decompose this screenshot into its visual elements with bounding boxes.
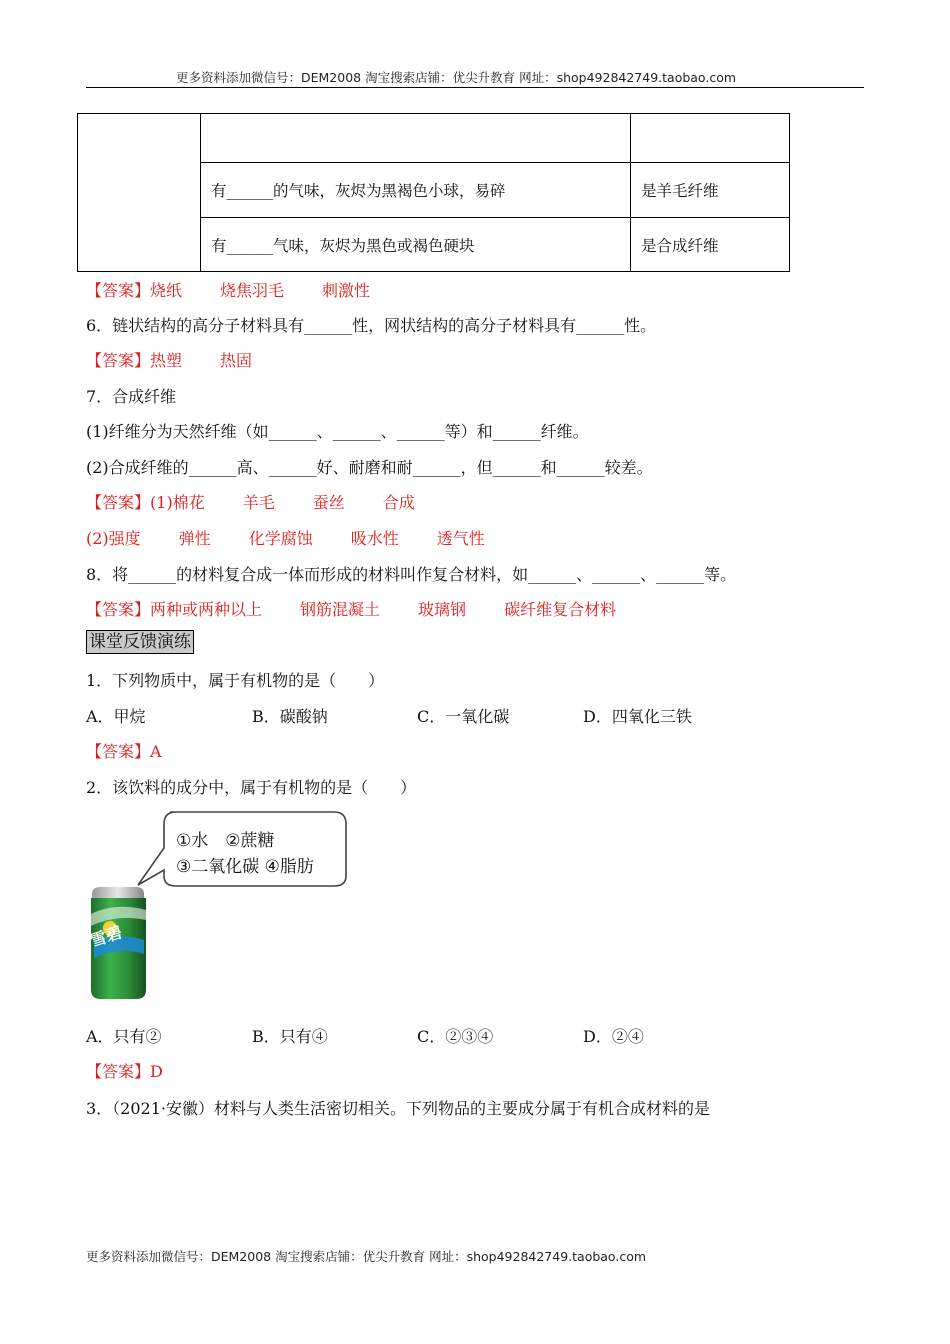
- answer-value: A: [150, 742, 162, 761]
- page-footer: 更多资料添加微信号：DEM2008 淘宝搜索店铺：优尖升教育 网址：shop492842749.taobao.com: [86, 1249, 647, 1264]
- practice-1-option-a: A．甲烷: [86, 707, 146, 726]
- can-brand-label: 雪碧: [88, 922, 125, 951]
- table-cell-result: 是合成纤维: [631, 218, 790, 272]
- answer-item: 玻璃钢: [418, 600, 467, 619]
- answer-label: 【答案】: [86, 281, 151, 300]
- answer-item: 透气性: [436, 529, 485, 548]
- practice-2-option-d: D．②④: [583, 1027, 644, 1046]
- bubble-line-1: ①水 ②蔗糖: [176, 831, 275, 851]
- answer-item: (1)棉花: [150, 493, 205, 512]
- practice-2-option-b: B．只有④: [252, 1027, 328, 1046]
- answer-label: 【答案】: [86, 351, 151, 370]
- table-cell-result: 是羊毛纤维: [631, 163, 790, 218]
- answer-label: 【答案】: [86, 600, 151, 619]
- question-8: 8．将______的材料复合成一体而形成的材料叫作复合材料，如______、______、______等。: [86, 565, 737, 584]
- answer-label: 【答案】: [86, 742, 151, 761]
- table-cell-method: [78, 114, 201, 272]
- practice-3-stem: 3．（2021·安徽）材料与人类生活密切相关。下列物品的主要成分属于有机合成材料的是: [86, 1099, 710, 1118]
- answer-item: 钢筋混凝土: [300, 600, 381, 619]
- practice-2-option-c: C．②③④: [417, 1027, 494, 1046]
- q8-answer: [86, 597, 616, 620]
- question-6: 6．链状结构的高分子材料具有______性，网状结构的高分子材料具有______性。: [86, 316, 657, 335]
- practice-1-option-d: D．四氧化三铁: [583, 707, 692, 726]
- q6-answer: [86, 348, 252, 371]
- answer-item: 化学腐蚀: [248, 529, 313, 548]
- question-7-line1: (1)纤维分为天然纤维（如______、______、______等）和______纤维。: [86, 422, 589, 441]
- answer-item: 羊毛: [242, 493, 275, 512]
- practice-2-stem: 2．该饮料的成分中，属于有机物的是（ ）: [86, 778, 417, 797]
- practice-1-option-b: B．碳酸钠: [252, 707, 328, 726]
- answer-item: 热固: [220, 351, 253, 370]
- answer-item: 吸水性: [350, 529, 399, 548]
- table-cell-phenomenon: 有______气味，灰烬为黑色或褐色硬块: [201, 218, 631, 272]
- answer-item: 热塑: [150, 351, 183, 370]
- bubble-line-2: ③二氧化碳 ④脂肪: [176, 857, 314, 877]
- fiber-identification-table: [77, 113, 790, 272]
- answer-item: 烧焦羽毛: [220, 281, 285, 300]
- table-cell-phenomenon: 有______的气味，灰烬为黑褐色小球，易碎: [201, 163, 631, 218]
- practice-1-option-c: C．一氧化碳: [417, 707, 510, 726]
- table-cell-phenomenon: [201, 114, 631, 163]
- question-7-line2: (2)合成纤维的______高、______好、耐磨和耐______，但______和______较差。: [86, 458, 653, 477]
- practice-1-answer: [86, 739, 162, 762]
- answer-item: 碳纤维复合材料: [504, 600, 617, 619]
- q5-answer: [86, 278, 370, 301]
- header-rule: [86, 87, 864, 88]
- answer-item: 两种或两种以上: [150, 600, 263, 619]
- answer-label: 【答案】: [86, 493, 151, 512]
- practice-2-option-a: A．只有②: [86, 1027, 162, 1046]
- answer-item: (2)强度: [86, 529, 141, 548]
- answer-label: 【答案】: [86, 1062, 151, 1081]
- table-cell-result: [631, 114, 790, 163]
- table-row: [78, 114, 790, 163]
- answer-item: 弹性: [178, 529, 211, 548]
- question-7-title: 7．合成纤维: [86, 387, 177, 406]
- practice-2-answer: [86, 1059, 163, 1082]
- page-header: 更多资料添加微信号：DEM2008 淘宝搜索店铺：优尖升教育 网址：shop492842749.taobao.com: [176, 70, 737, 85]
- practice-1-stem: 1．下列物质中，属于有机物的是（ ）: [86, 671, 385, 690]
- answer-value: D: [150, 1062, 163, 1081]
- q7-answer-line1: [86, 490, 415, 513]
- q7-answer-line2: [86, 526, 485, 549]
- answer-item: 蚕丝: [312, 493, 345, 512]
- answer-item: 合成: [382, 493, 415, 512]
- answer-item: 烧纸: [150, 281, 183, 300]
- section-title: 课堂反馈演练: [86, 630, 194, 654]
- answer-item: 刺激性: [322, 281, 371, 300]
